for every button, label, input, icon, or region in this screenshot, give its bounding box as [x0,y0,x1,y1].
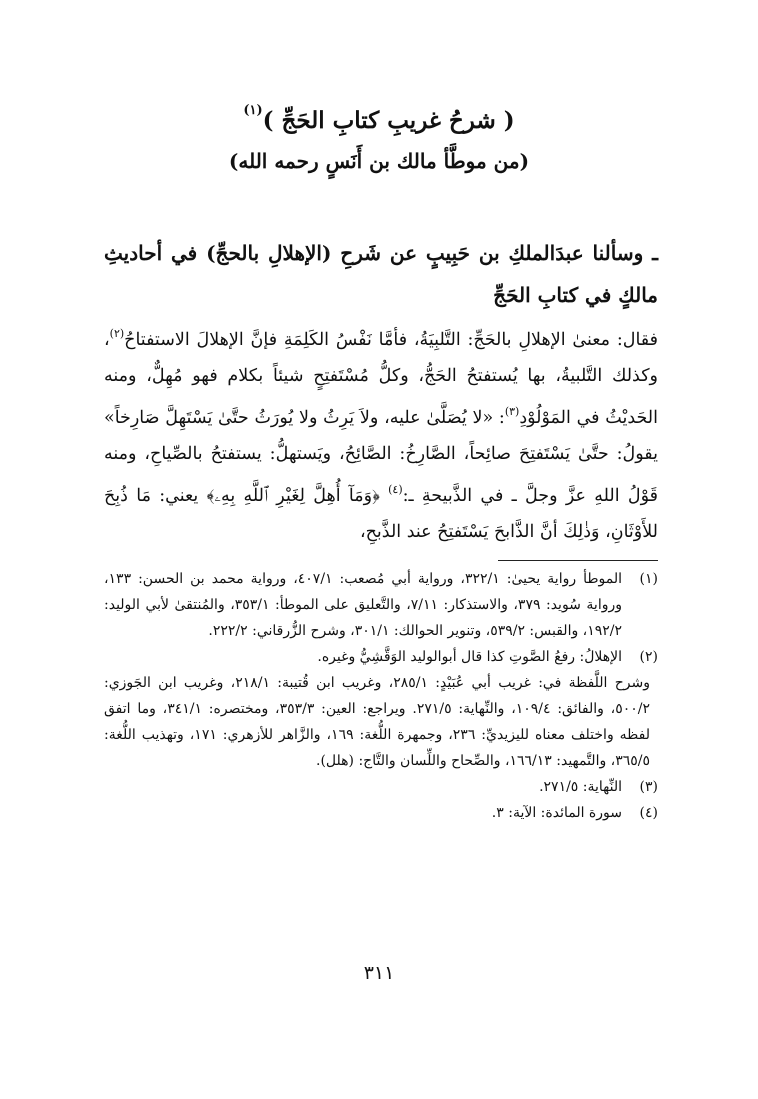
chapter-title [0,95,758,137]
answer-paragraph [104,316,658,550]
footnote-text: سورة المائدة: الآية: ٣. [491,805,622,821]
footnote-text: الإهلالُ: رفعُ الصَّوتِ كذا قال أبوالوليد الوَقَّشِيُّ وغيره. [317,649,622,665]
question-paragraph: ـ وسألنا عبدَالملكِ بن حَبِيبٍ عن شَرحِ (الإهلالِ بالحجِّ) في أحاديثِ مالكٍ في كتابِ الحَجِّ [104,241,658,307]
footnote-2-continuation: وشرح اللَّفظة في: غريب أبي عُبَيْدٍ: ٢٨٥/١، وغريب ابن قُتيبة: ٢١٨/١، وغريب ابن الجَوزي: ٥٠٠/٢، والفائق: ١٠٩/٤، والنِّهاية: ٢٧١/٥. ويراجع: العين: ٣٥٣/٣، ومختصره: ٣٤١/١، وما اتفق لفظه واختلف معناه لليزيديِّ: ٢٣٦، وجمهرة اللُّغة: ١٦٩، والزَّاهر للأزهري: ١٧١، وتهذيب اللُّغة: ٣٦٥/٥، والتَّمهيد: ١٦٦/١٣، والصِّحاح واللِّسان والتَّاج: (هلل). [104,675,651,769]
answer-text-part-1: فقال: معنىٰ الإهلالِ بالحَجِّ: التَّلبِيَةُ، فأمَّا نَفْسُ الكَلِمَةِ فإنَّ الإهلالَ الاستفتاحُ [124,330,658,350]
answer-text-part-2: ، وكذلك التَّلبيةُ، بها يُستفتحُ الحَجُّ، وكلُّ مُسْتَفتِحٍ شيئاً بكلام فهو مُهِلٌّ، ومنه الحَديْثُ في المَوْلُوْدِ [104,330,659,428]
footnote-number: (٢) [639,649,658,665]
footnote-text: النِّهاية: ٢٧١/٥. [539,779,622,795]
footnote-divider [498,560,658,561]
footnote-marker-3: (٣) [504,405,520,418]
page-number: ٣١١ [363,962,395,984]
footnote-number: (٤) [639,805,658,821]
footnote-marker-4: (٤) [388,483,403,496]
chapter-title-text: ( شرحُ غريبِ كتابِ الحَجِّ ) [262,107,515,134]
footnote-3 [104,774,658,800]
title-footnote-marker: (١) [243,103,263,118]
footnote-2 [104,644,658,670]
footnote-4 [104,800,658,826]
footnote-number: (١) [639,571,658,587]
answer-text-part-4: ﴿وَمَآ أُهِلَّ لِغَيْرِ ٱللَّهِ بِهِۦ﴾ يعني: مَا ذُبِحَ للأَوْثَانِ، وَذٰلِكَ أنَّ الذَّابحَ يَسْتَفتِحُ عند الذَّبحِ، [104,486,658,542]
answer-text-part-3: : «لا يُصَلَّىٰ عليه، ولاَ يَرِثُ ولا يُورَثُ حتَّىٰ يَسْتَهِلَّ صَارِخاً» يقولُ: حتَّىٰ يَسْتَفتِحَ صائِحاً، الصَّارِخُ: الصَّائِحُ، ويَستهلُّ: يستفتحُ بالصِّياحِ، ومنه قَوْلُ اللهِ عزَّ وجلَّ ـ في الذَّبيحةِ ـ: [104,408,658,506]
chapter-subtitle: (من موطَّأ مالك بن أَنَسٍ رحمه الله) [228,149,530,173]
footnote-marker-2: (٢) [109,327,125,340]
chapter-heading [0,95,758,175]
footnotes [104,566,658,826]
footnote-1 [104,566,658,644]
footnote-text: الموطأ رواية يحيىٰ: ٣٢٢/١، ورواية أبي مُصعب: ٤٠٧/١، ورواية محمد بن الحسن: ١٣٣، ورواية سُويد: ٣٧٩، والاستذكار: ٧/١١، والتَّعليق على الموطأ: ٣٥٣/١، والمُنتقىٰ لأبي الوليد: ١٩٢/٢، والقبس: ٥٣٩/٢، وتنوير الحوالك: ٣٠١/١، وشرح الزُّرقاني: ٢٢٢/٢. [104,571,622,639]
footnote-number: (٣) [639,779,658,795]
